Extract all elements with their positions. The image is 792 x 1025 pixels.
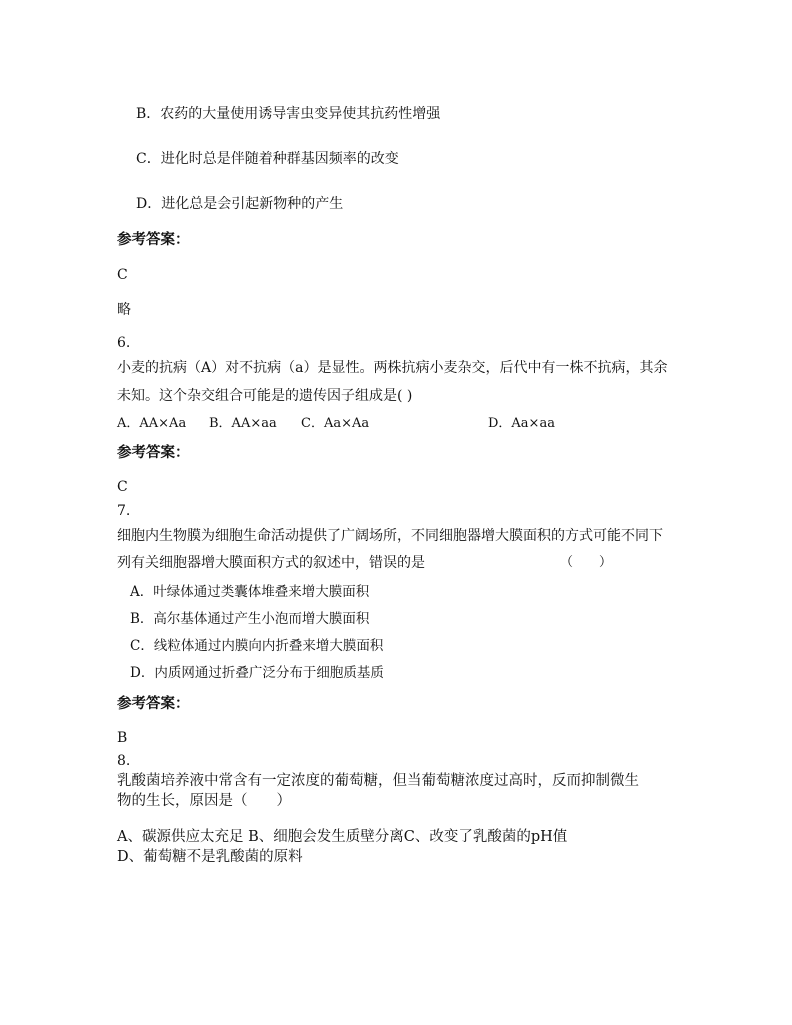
q7-answer: B [117,730,128,746]
q7-option-c: C．线粒体通过内膜向内折叠来增大膜面积 [130,638,384,654]
q7-option-b: B．高尔基体通过产生小泡而增大膜面积 [130,611,370,627]
q7-number: 7. [117,503,131,519]
q7-stem-line2: 列有关细胞器增大膜面积方式的叙述中，错误的是 [117,555,425,571]
q6-option-c: C．Aa×Aa [301,416,370,431]
q6-option-b: B．AA×aa [209,416,277,431]
q5-option-c: C．进化时总是伴随着种群基因频率的改变 [136,151,399,167]
q6-answer: C [117,479,128,495]
q7-option-d: D．内质网通过折叠广泛分布于细胞质基质 [130,665,384,681]
q6-option-d: D．Aa×aa [488,416,555,431]
q8-stem-line2: 物的生长，原因是（ ） [117,793,291,809]
q8-options-line2: D、葡萄糖不是乳酸菌的原料 [117,849,303,865]
q7-answer-label: 参考答案： [117,695,190,712]
q6-number: 6. [117,335,131,351]
q8-options-line1: A、碳源供应太充足 B、细胞会发生质壁分离C、改变了乳酸菌的pH值 [117,829,568,845]
q5-answer-label: 参考答案： [117,231,190,248]
q7-option-a: A．叶绿体通过类囊体堆叠来增大膜面积 [130,584,370,600]
q6-option-a: A．AA×Aa [117,416,187,431]
q8-stem-line1: 乳酸菌培养液中常含有一定浓度的葡萄糖，但当葡萄糖浓度过高时，反而抑制微生 [117,773,639,789]
q5-option-d: D．进化总是会引起新物种的产生 [136,196,344,212]
q7-stem-line1: 细胞内生物膜为细胞生命活动提供了广阔场所，不同细胞器增大膜面积的方式可能不同下 [117,528,663,544]
q5-answer: C [117,267,128,283]
q5-explanation: 略 [117,302,131,318]
q6-stem-line1: 小麦的抗病（A）对不抗病（a）是显性。两株抗病小麦杂交，后代中有一株不抗病，其余 [117,360,668,376]
q7-answer-paren: （ ） [560,555,613,570]
q5-option-b: B．农药的大量使用诱导害虫变异使其抗药性增强 [136,106,441,122]
q8-number: 8. [117,753,131,769]
q6-answer-label: 参考答案： [117,444,190,461]
q6-stem-line2: 未知。这个杂交组合可能是的遗传因子组成是( ) [117,388,413,404]
